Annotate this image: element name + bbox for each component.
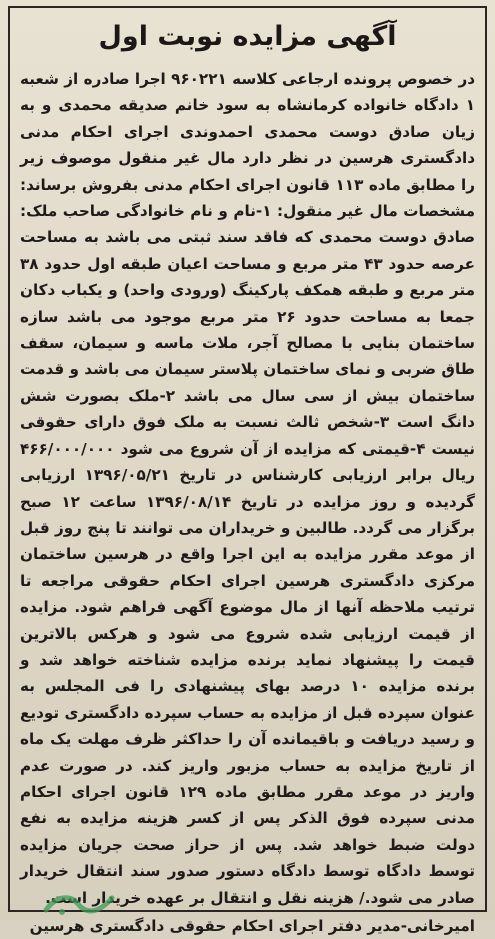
notice-body-paragraph: در خصوص پرونده ارجاعی کلاسه ۹۶۰۲۲۱ اجرا صادره از شعبه ۱ دادگاه خانواده کرمانشاه به سود خانم صدیقه محمدی و به زیان صادق دوست محمدی احمدوندی اجرای احکام مدنی دادگستری هرسین در نظر دارد مال غیر منقول موصوف زیر را مطابق ماده ۱۱۳ قانون اجرای احکام مدنی بفروش برساند: مشخصات مال غیر منقول: ۱-نام و نام خانوادگی صاحب ملک: صادق دوست محمدی که فاقد سند ثبتی می باشد به مساحت عرصه حدود ۴۳ متر مربع و مساحت اعیان طبقه اول حدود ۳۸ متر مربع و طبقه همکف پارکینگ (ورودی واحد) و یکباب دکان جمعا به مساحت حدود ۲۶ متر مربع موجود می باشد سازه ساختمان بنایی با مصالح آجر، ملات ماسه و سیمان، سقف طاق ضربی و نمای ساختمان پلاستر سیمان می باشد و قدمت ساختمان بیش از سی سال می باشد ۲-ملک بصورت شش دانگ است ۳-شخص ثالث نسبت به ملک فوق دارای حقوقی نیست ۴-قیمتی که مزایده از آن شروع می شود ۴۶۶/۰۰۰/۰۰۰ ریال برابر ارزیابی کارشناس در تاریخ ۱۳۹۶/۰۵/۲۱ ارزیابی گردیده و روز مزایده در تاریخ ۱۳۹۶/۰۸/۱۴ ساعت ۱۲ صبح برگزار می گردد. طالبین و خریداران می توانند تا پنج روز قبل از موعد مقرر مزایده به این اجرا واقع در هرسین ساختمان مرکزی دادگستری هرسین اجرای احکام حقوقی مراجعه تا ترتیب ملاحظه آنها از مال موضوع آگهی فراهم شود. مزایده از قیمت ارزیابی شده شروع می شود و هرکس بالاترین قیمت را پیشنهاد نماید برنده مزایده شناخته خواهد شد و برنده مزایده ۱۰ درصد بهای پیشنهادی را فی المجلس به عنوان سپرده قبل از مزایده به حساب سپرده دادگستری تودیع و رسید دریافت و باقیمانده آن را حداکثر ظرف مهلت یک ماه از تاریخ مزایده به حساب مزبور واریز کند. در صورت عدم واریز در موعد مقرر مطابق ماده ۱۲۹ قانون اجرای احکام مدنی سپرده فوق الذکر پس از کسر هزینه مزایده به نفع دولت ضبط خواهد شد. پس از حراز صحت جریان مزایده توسط دادگاه توسط دادگاه دستور صدور سند انتقال خریدار صادر می شود./ هزینه نقل و انتقال بر عهده خریدار است. [20, 70, 475, 907]
notice-signature: امیرخانی-مدیر دفتر اجرای احکام حقوقی دادگستری هرسین [29, 917, 475, 935]
green-ink-mark [40, 888, 118, 918]
auction-notice-box [8, 6, 487, 935]
notice-body [20, 66, 475, 911]
notice-title: آگهی مزایده نوبت اول [98, 21, 397, 52]
